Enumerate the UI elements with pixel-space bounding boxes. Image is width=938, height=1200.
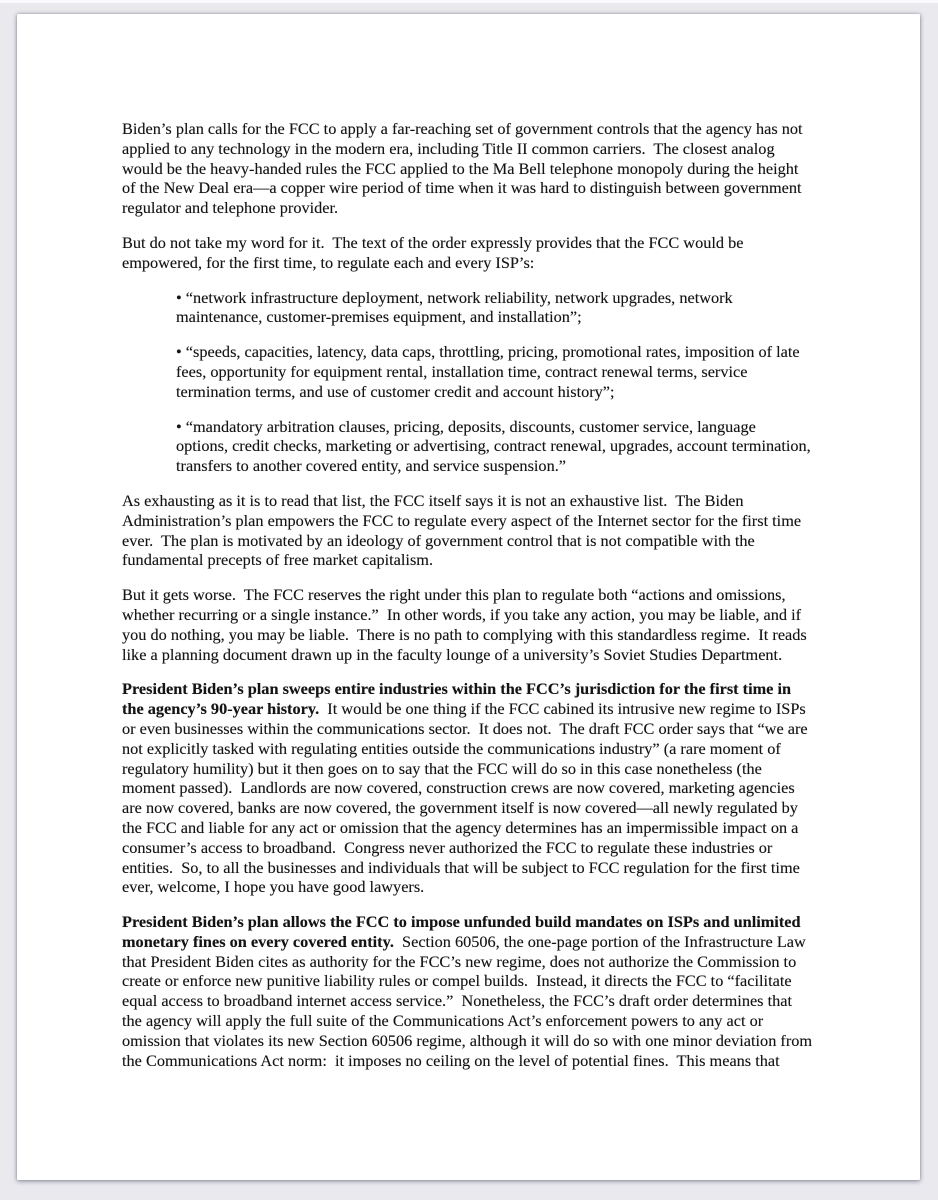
text-run: It would be one thing if the FCC cabined its intrusive new regime to ISPs bbox=[319, 699, 806, 719]
text-run: of the New Deal era—a copper wire period of time when it was hard to distinguish between government bbox=[122, 178, 802, 198]
text-run: • “speeds, capacities, latency, data caps, throttling, pricing, promotional rates, imposition of late bbox=[176, 342, 800, 362]
paragraph bbox=[122, 585, 862, 664]
text-run: would be the heavy-handed rules the FCC applied to the Ma Bell telephone monopoly during the height bbox=[122, 158, 799, 178]
text-run: omission that violates its new Section 60506 regime, although it will do so with one minor deviation from bbox=[122, 1030, 813, 1050]
text-run: maintenance, customer-premises equipment, and installation”; bbox=[176, 307, 582, 327]
text-run: consumer’s access to broadband. Congress never authorized the FCC to regulate these industries or bbox=[122, 837, 773, 857]
text-run: or even businesses within the communications sector. It does not. The draft FCC order says that “we are bbox=[122, 718, 808, 738]
document-body bbox=[122, 119, 862, 1085]
text-run: the Communications Act norm: it imposes no ceiling on the level of potential fines. This means that bbox=[122, 1050, 780, 1070]
text-run: applied to any technology in the modern era, including Title II common carriers. The closest analog bbox=[122, 138, 775, 158]
text-run: • “mandatory arbitration clauses, pricing, deposits, discounts, customer service, language bbox=[176, 416, 756, 436]
text-run: you do nothing, you may be liable. There is no path to complying with this standardless regime. It reads bbox=[122, 624, 807, 644]
text-run: regulator and telephone provider. bbox=[122, 198, 339, 218]
bold-text-run: the agency’s 90-year history. bbox=[122, 699, 320, 719]
text-run: Administration’s plan empowers the FCC to regulate every aspect of the Internet sector for the first time bbox=[122, 510, 802, 530]
window-top-strip bbox=[0, 0, 938, 3]
paragraph bbox=[122, 912, 862, 1070]
text-run: As exhausting as it is to read that list, the FCC itself says it is not an exhaustive list. The Biden bbox=[122, 490, 744, 510]
text-run: equal access to broadband internet access service.” Nonetheless, the FCC’s draft order determines that bbox=[122, 991, 793, 1011]
text-run: the agency will apply the full suite of the Communications Act’s enforcement powers to any act or bbox=[122, 1011, 764, 1031]
text-run: are now covered, banks are now covered, the government itself is now covered—all newly regulated by bbox=[122, 798, 798, 818]
text-run: transfers to another covered entity, and service suspension.” bbox=[176, 456, 567, 476]
paragraph bbox=[122, 119, 862, 218]
document-page bbox=[17, 14, 920, 1180]
text-run: moment passed). Landlords are now covered, construction crews are now covered, marketing agencies bbox=[122, 778, 795, 798]
text-run: Section 60506, the one-page portion of the Infrastructure Law bbox=[393, 931, 806, 951]
text-run: like a planning document drawn up in the faculty lounge of a university’s Soviet Studies Department. bbox=[122, 644, 783, 664]
text-run: But do not take my word for it. The text of the order expressly provides that the FCC would be bbox=[122, 232, 744, 252]
text-run: fundamental precepts of free market capitalism. bbox=[122, 550, 434, 570]
text-run: ever. The plan is motivated by an ideology of government control that is not compatible with the bbox=[122, 530, 755, 550]
bold-text-run: President Biden’s plan sweeps entire industries within the FCC’s jurisdiction for the first time in bbox=[122, 679, 792, 699]
text-run: create or enforce new punitive liability rules or compel builds. Instead, it directs the FCC to “facilitate bbox=[122, 971, 792, 991]
bullet-item bbox=[176, 417, 862, 476]
text-run: options, credit checks, marketing or advertising, contract renewal, upgrades, account termination, bbox=[176, 436, 811, 456]
text-run: whether recurring or a single instance.” In other words, if you take any action, you may be liable, and if bbox=[122, 604, 802, 624]
paragraph bbox=[122, 679, 862, 897]
text-run: regulatory humility) but it then goes on to say that the FCC will do so in this case nonetheless (the bbox=[122, 758, 762, 778]
text-run: termination terms, and use of customer credit and account history”; bbox=[176, 381, 615, 401]
text-run: entities. So, to all the businesses and individuals that will be subject to FCC regulation for the first time bbox=[122, 857, 800, 877]
text-run: the FCC and liable for any act or omission that the agency determines has an impermissible impact on a bbox=[122, 817, 799, 837]
text-run: that President Biden cites as authority for the FCC’s new regime, does not authorize the Commission to bbox=[122, 951, 797, 971]
paragraph bbox=[122, 233, 862, 273]
text-run: empowered, for the first time, to regulate each and every ISP’s: bbox=[122, 252, 535, 272]
bold-text-run: monetary fines on every covered entity. bbox=[122, 931, 394, 951]
text-run: not explicitly tasked with regulating entities outside the communications industry” (a rare moment of bbox=[122, 738, 781, 758]
bold-text-run: President Biden’s plan allows the FCC to impose unfunded build mandates on ISPs and unlimited bbox=[122, 912, 801, 932]
paragraph bbox=[122, 491, 862, 570]
text-run: But it gets worse. The FCC reserves the right under this plan to regulate both “actions and omissions, bbox=[122, 585, 786, 605]
text-run: ever, welcome, I hope you have good lawyers. bbox=[122, 877, 425, 897]
text-run: fees, opportunity for equipment rental, installation time, contract renewal terms, service bbox=[176, 361, 748, 381]
bullet-item bbox=[176, 342, 862, 401]
bullet-item bbox=[176, 288, 862, 328]
text-run: • “network infrastructure deployment, network reliability, network upgrades, network bbox=[176, 287, 733, 307]
text-run: Biden’s plan calls for the FCC to apply a far-reaching set of government controls that the agency has not bbox=[122, 119, 803, 138]
